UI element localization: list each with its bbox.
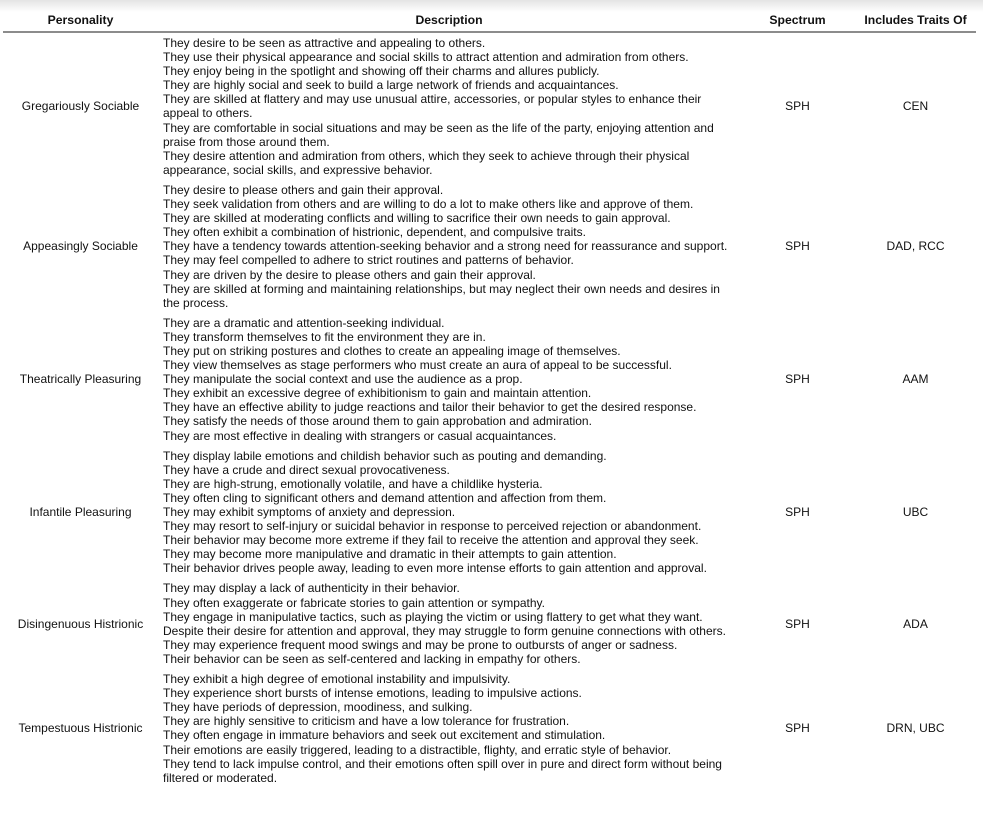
header-description: Description [158,9,740,32]
traits-value: AAM [902,372,929,387]
description-line: They often exaggerate or fabricate stories to gain attention or sympathy. [163,595,545,610]
description-line: They may experience frequent mood swings and may be prone to outbursts of anger or sadness. [163,637,678,652]
description-line: They are skilled at forming and maintaining relationships, but may neglect their own needs and desires in the process. [163,281,720,310]
traits-value: CEN [902,99,929,114]
description-line: Their behavior may become more extreme if they fail to receive the attention and approval they seek. [163,533,699,548]
table-row [3,446,976,579]
description-line: They are high-strung, emotionally volatile, and have a childlike hysteria. [163,476,543,491]
description-line: Their emotions are easily triggered, leading to a distractible, flighty, and erratic style of behavior. [163,742,672,757]
header-personality: Personality [3,9,158,32]
description-cell [158,32,740,180]
personality-name: Gregariously Sociable [21,99,140,114]
description-cell [158,313,740,446]
description-line: They exhibit an excessive degree of exhibitionism to gain and maintain attention. [163,386,592,401]
description-line: They engage in manipulative tactics, such as playing the victim or using flattery to get what they want. [163,609,703,624]
description-line: They have an effective ability to judge reactions and tailor their behavior to get the desired response. [163,400,697,415]
description-line: They often exhibit a combination of histrionic, dependent, and compulsive traits. [163,225,586,240]
description-line: They view themselves as stage performers who must create an aura of appeal to be successful. [163,358,672,373]
table-row [3,669,976,788]
description-line: They manipulate the social context and use the audience as a prop. [163,372,523,387]
description-cell [158,669,740,788]
description-line: They are most effective in dealing with strangers or casual acquaintances. [163,428,557,443]
description-line: They transform themselves to fit the environment they are in. [163,329,486,344]
personality-name: Disingenuous Histrionic [17,616,144,631]
personality-table [3,9,976,788]
personality-name: Infantile Pleasuring [29,505,132,519]
description-line: They are a dramatic and attention-seeking individual. [163,315,445,330]
spectrum-value: SPH [785,372,810,387]
description-cell [158,180,740,313]
spectrum-value: SPH [785,616,810,631]
description-line: Despite their desire for attention and approval, they may struggle to form genuine connections with others. [163,623,726,638]
description-line: They are highly social and seek to build a large network of friends and acquaintances. [163,78,619,93]
description-line: They may display a lack of authenticity in their behavior. [163,581,460,596]
description-line: They desire to please others and gain their approval. [163,182,444,197]
description-line: They have a crude and direct sexual provocativeness. [163,462,450,477]
description-line: They often engage in immature behaviors and seek out excitement and stimulation. [163,728,606,743]
description-line: They use their physical appearance and social skills to attract attention and admiration from others. [163,50,689,65]
spectrum-value: SPH [785,721,810,736]
description-line: They have a tendency towards attention-seeking behavior and a strong need for reassurance and support. [163,239,728,254]
personality-name: Appeasingly Sociable [23,239,138,254]
table-row [3,313,976,446]
description-line: They experience short bursts of intense emotions, leading to impulsive actions. [163,686,582,701]
description-line: They seek validation from others and are willing to do a lot to make others like and approve of them. [163,197,694,212]
description-line: They enjoy being in the spotlight and showing off their charms and allures publicly. [163,64,600,79]
description-line: They often cling to significant others and demand attention and affection from them. [163,490,607,505]
traits-value: DAD, RCC [886,239,945,254]
description-line: They tend to lack impulse control, and their emotions often spill over in pure and direct form without being filtered or moderated. [163,756,722,785]
table-row [3,578,976,669]
description-line: They are skilled at flattery and may use unusual attire, accessories, or popular styles to enhance their appeal to others. [163,92,702,121]
header-traits: Includes Traits Of [855,9,976,32]
description-line: They are skilled at moderating conflicts and willing to sacrifice their own needs to gain approval. [163,211,671,226]
description-line: They desire attention and admiration from others, which they seek to achieve through their physical appearance, social skills, and expressive behavior. [163,148,690,177]
table-row [3,32,976,180]
description-line: They satisfy the needs of those around them to gain approbation and admiration. [163,414,592,429]
description-line: They are comfortable in social situations and may be seen as the life of the party, enjoying attention and praise from those around them. [163,120,714,149]
description-line: They may resort to self-injury or suicidal behavior in response to perceived rejection or abandonment. [163,519,702,534]
description-cell [158,446,740,579]
description-line: Their behavior can be seen as self-centered and lacking in empathy for others. [163,651,581,666]
description-line: They exhibit a high degree of emotional instability and impulsivity. [163,672,511,687]
description-line: They are driven by the desire to please others and gain their approval. [163,267,536,282]
description-line: They desire to be seen as attractive and appealing to others. [163,36,486,50]
description-line: They have periods of depression, moodiness, and sulking. [163,700,473,715]
traits-value: DRN, UBC [886,721,945,736]
spectrum-value: SPH [785,99,810,114]
description-line: They may exhibit symptoms of anxiety and depression. [163,505,456,519]
personality-name: Tempestuous Histrionic [18,721,143,736]
spectrum-value: SPH [785,239,810,254]
description-line: They may become more manipulative and dramatic in their attempts to gain attention. [163,547,617,562]
traits-value: UBC [902,505,929,519]
description-line: They display labile emotions and childish behavior such as pouting and demanding. [163,448,607,463]
description-line: Their behavior drives people away, leading to even more intense efforts to gain attention and approval. [163,561,707,576]
table-row [3,180,976,313]
description-line: They are highly sensitive to criticism and have a low tolerance for frustration. [163,714,570,729]
personality-name: Theatrically Pleasuring [19,372,142,387]
header-spectrum: Spectrum [740,9,855,32]
traits-value: ADA [903,616,928,631]
description-line: They put on striking postures and clothes to create an appealing image of themselves. [163,343,621,358]
description-cell [158,578,740,669]
description-line: They may feel compelled to adhere to strict routines and patterns of behavior. [163,253,574,268]
spectrum-value: SPH [785,505,810,519]
header-row [3,9,976,32]
